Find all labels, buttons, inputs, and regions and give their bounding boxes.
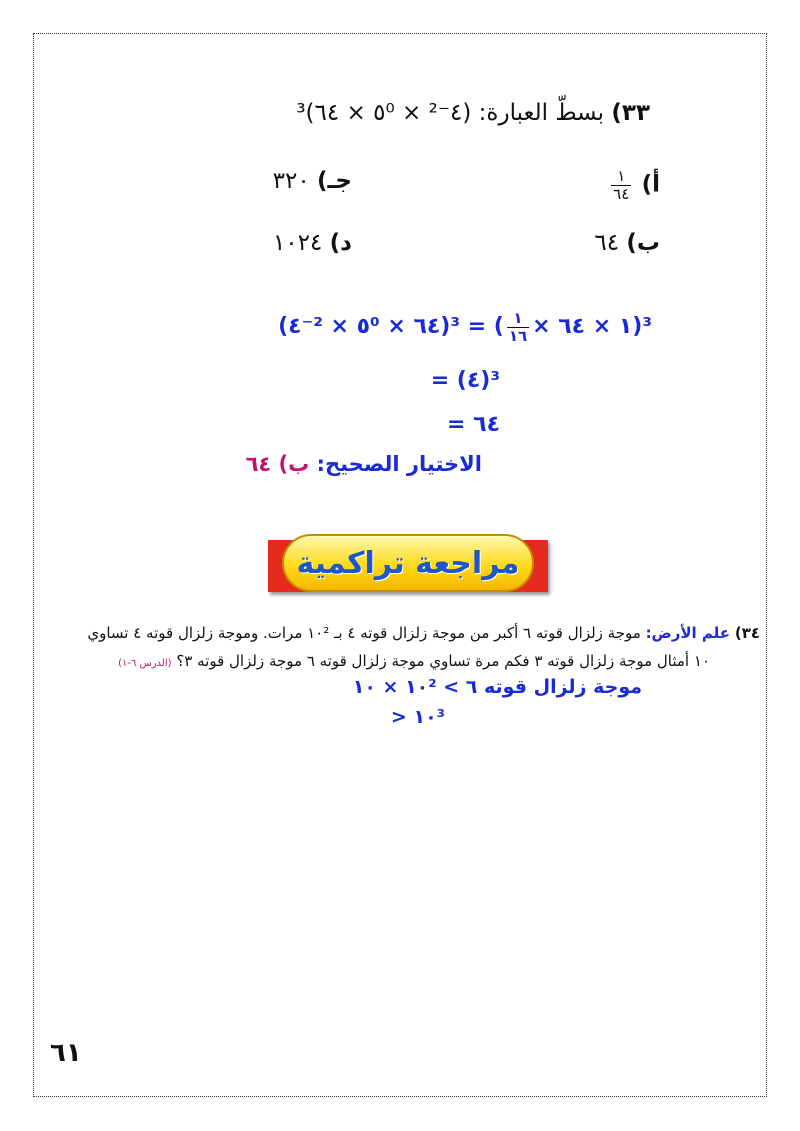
- solution-line-1: (٤⁻² × ٥⁰ × ٦٤)³ = ( $\frac{١}{١٦}$ × ١ × ٦٤)³: [278, 309, 652, 345]
- question-34-line-1: ٣٤) علم الأرض: موجة زلزال قوته ٦ أكبر من موجة زلزال قوته ٤ بـ ١٠² مرات. وموجة زلزال قوته ٤ تساوي: [87, 624, 760, 642]
- correct-answer-value: ب) ٦٤: [245, 452, 310, 476]
- question-33: [296, 100, 650, 126]
- question-number: ٣٤): [734, 624, 760, 642]
- solution-34-line-1: موجة زلزال قوته ٦ > ١٠² × ١٠: [352, 676, 642, 698]
- question-topic: علم الأرض:: [645, 624, 731, 642]
- lesson-reference: (الدرس ٦-١): [118, 658, 172, 669]
- option-b: ب) ٦٤: [594, 230, 660, 256]
- question-prompt: بسطّ العبارة:: [478, 100, 605, 126]
- correct-answer: الاختيار الصحيح: ب) ٦٤: [245, 452, 482, 476]
- page-number: ٦١: [50, 1038, 82, 1068]
- question-34-line-2: ١٠ أمثال موجة زلزال قوته ٣ فكم مرة تساوي موجة زلزال قوته ٦ موجة زلزال قوته ٣؟ (الدرس ٦-١): [118, 652, 710, 670]
- badge-title: مراجعة تراكمية: [296, 545, 520, 581]
- question-number: ٣٣): [611, 100, 650, 126]
- option-a: أ) $\frac{١}{٦٤}$: [613, 167, 660, 203]
- solution-34-line-2: > ١٠³: [390, 706, 445, 728]
- option-d: د) ١٠٢٤: [272, 230, 352, 256]
- solution-line-2: = (٤)³: [430, 368, 500, 393]
- solution-line-3: = ٦٤: [447, 412, 500, 437]
- option-a-fraction: $\frac{١}{٦٤}$: [613, 167, 630, 203]
- question-expression: (٤⁻² × ٥⁰ × ٦٤)³: [296, 100, 472, 126]
- cumulative-review-badge: [268, 530, 548, 602]
- solution-fraction: $\frac{١}{١٦}$: [508, 309, 528, 345]
- option-c: جـ) ٣٢٠: [272, 168, 352, 194]
